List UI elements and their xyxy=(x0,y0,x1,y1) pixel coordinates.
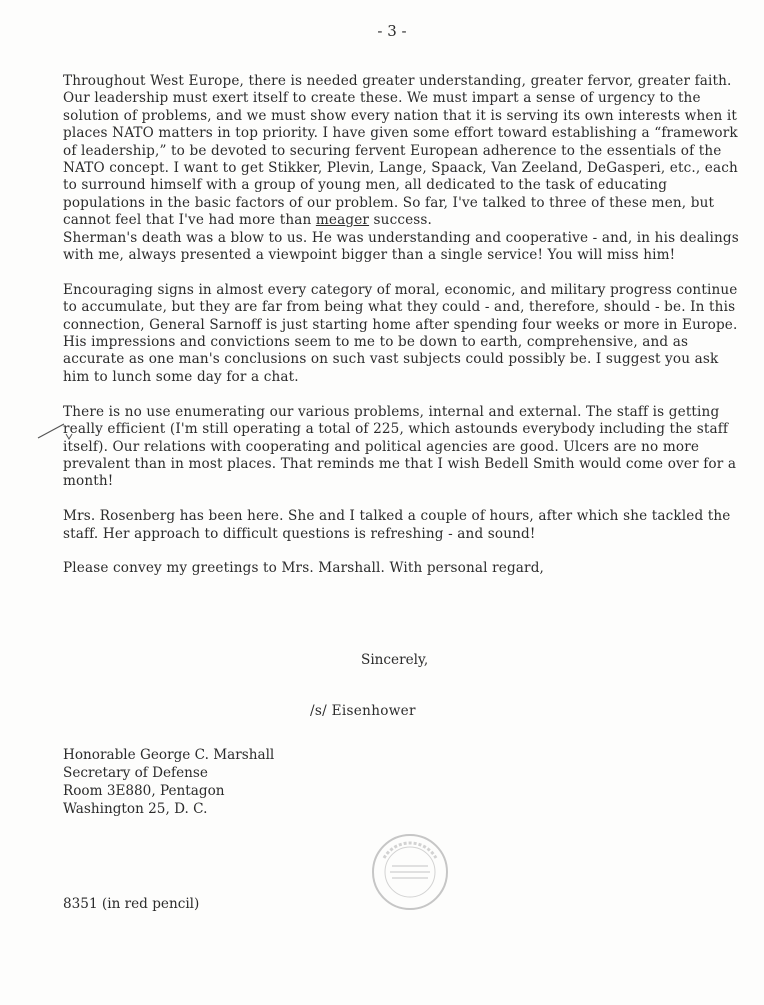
address-line-title: Secretary of Defense xyxy=(63,765,208,781)
paragraph-leadership-text: Throughout West Europe, there is needed greater understanding, greater fervor, greater faith. Our leadership must exert itself to create these. We must impart a sense of urgency to the solution of problems, and we must show every nation that it is serving its own interests when it places NATO matters in top priority. I have given some effort toward establishing a “framework of leadership,” to be devoted to securing fervent European adherence to the essentials of the NATO concept. I want to get Stikker, Plevin, Lange, Spaack, Van Zeeland, DeGasperi, etc., each to surround himself with a group of young men, all dedicated to the task of educating populations in the basic factors of our problem. So far, I've talked to three of these men, but cannot feel that I've had more than xyxy=(63,73,738,229)
address-line-room: Room 3E880, Pentagon xyxy=(63,783,225,799)
page-number: - 3 - xyxy=(377,22,407,40)
address-line-name: Honorable George C. Marshall xyxy=(63,747,275,763)
paragraph-leadership xyxy=(63,73,743,230)
paragraph-sherman: Sherman's death was a blow to us. He was understanding and cooperative - and, in his dealings with me, always presented a viewpoint bigger than a single service! You will miss him! xyxy=(63,229,739,264)
recipient-address xyxy=(63,746,274,818)
paragraph-problems: There is no use enumerating our various problems, internal and external. The staff is getting really efficient (I'm still operating a total of 225, which astounds everybody including the staff itself). Our relations with cooperating and political agencies are good. Ulcers are no more prevalent than in most places. That reminds me that I wish Bedell Smith would come over for a month! xyxy=(63,403,737,490)
archival-note: 8351 (in red pencil) xyxy=(63,896,200,912)
closing-salutation: Sincerely, xyxy=(361,652,429,668)
handwritten-mark-icon xyxy=(36,412,96,442)
address-line-city: Washington 25, D. C. xyxy=(63,801,208,817)
paragraph-rosenberg: Mrs. Rosenberg has been here. She and I talked a couple of hours, after which she tackled the staff. Her approach to difficult questions is refreshing - and sound! xyxy=(63,508,731,542)
library-stamp-icon xyxy=(370,832,450,912)
signature-line: /s/ Eisenhower xyxy=(310,703,416,719)
letter-body xyxy=(63,73,743,595)
paragraph-greetings: Please convey my greetings to Mrs. Marshall. With personal regard, xyxy=(63,560,545,577)
paragraph-encouraging-signs: Encouraging signs in almost every category of moral, economic, and military progress continue to accumulate, but they are far from being what they could - and, therefore, should - be. In this connection, General Sarnoff is just starting home after spending four weeks or more in Europe. His impressions and convictions seem to me to be down to earth, comprehensive, and as accurate as one man's conclusions on such vast subjects could possibly be. I suggest you ask him to lunch some day for a chat. xyxy=(63,281,738,385)
paragraph-leadership-end: success. xyxy=(369,212,433,229)
underlined-word: meager xyxy=(315,212,370,229)
